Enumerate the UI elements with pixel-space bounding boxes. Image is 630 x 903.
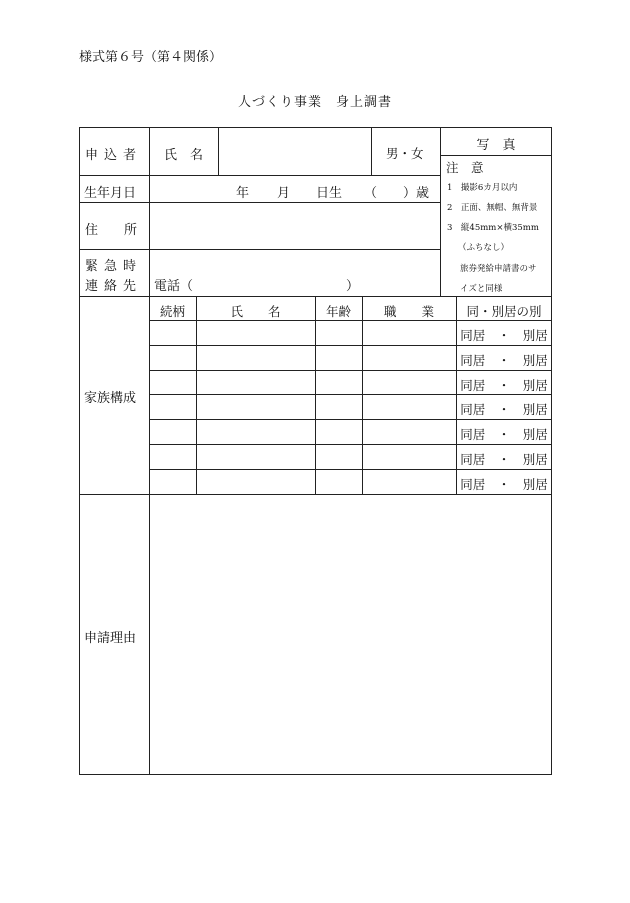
applicant-name-field[interactable]	[221, 130, 369, 173]
family-header-relation: 続柄	[159, 304, 185, 319]
birth-day-unit: 日生	[316, 186, 343, 201]
birthdate-label: 生年月日	[84, 186, 137, 201]
family-row-status[interactable]: 同居 ・ 別居	[460, 378, 548, 393]
form-number: 様式第６号（第４関係）	[79, 50, 223, 65]
family-header-name: 氏 名	[230, 304, 281, 319]
gender-label: 男・女	[386, 146, 424, 161]
birth-month-unit: 月	[277, 186, 291, 201]
reason-label: 申請理由	[84, 631, 137, 646]
phone-label: 電話（	[154, 279, 194, 294]
applicant-label: 申込者	[85, 148, 143, 163]
address-label: 住 所	[85, 223, 138, 238]
family-label: 家族構成	[84, 391, 137, 406]
emergency-label-line1: 緊急時	[85, 259, 143, 274]
family-header-occupation: 職 業	[383, 304, 434, 319]
family-header-age: 年齢	[325, 304, 351, 319]
photo-note-2: 2 正面、無帽、無背景	[447, 203, 538, 213]
address-field[interactable]	[152, 205, 438, 247]
birth-year-unit: 年	[236, 186, 250, 201]
phone-close-paren: ）	[346, 279, 360, 294]
photo-note-3: 3 縦45mm×横35mm	[447, 223, 539, 233]
photo-note-4: （ふちなし）	[458, 243, 510, 253]
photo-notice-heading: 注 意	[446, 160, 484, 175]
family-row-status[interactable]: 同居 ・ 別居	[460, 353, 548, 368]
family-row-status[interactable]: 同居 ・ 別居	[460, 477, 548, 492]
family-row-status[interactable]: 同居 ・ 別居	[460, 402, 548, 417]
age-field[interactable]: （ ）歳	[364, 186, 430, 201]
family-header-cohabitation: 同・別居の別	[466, 304, 542, 319]
photo-title: 写 真	[476, 138, 516, 153]
phone-field[interactable]	[190, 272, 340, 292]
photo-note-1: 1 撮影6カ月以内	[447, 183, 518, 193]
photo-note-6: イズと同様	[460, 284, 503, 294]
family-row-status[interactable]: 同居 ・ 別居	[460, 328, 548, 343]
family-row-status[interactable]: 同居 ・ 別居	[460, 452, 548, 467]
name-label: 氏 名	[164, 148, 204, 163]
reason-field[interactable]	[152, 497, 549, 771]
emergency-label-line2: 連絡先	[85, 279, 143, 294]
photo-note-5: 旅券発給申請書のサ	[460, 264, 537, 274]
family-row-status[interactable]: 同居 ・ 別居	[460, 427, 548, 442]
page-title: 人づくり事業 身上調書	[237, 95, 392, 110]
